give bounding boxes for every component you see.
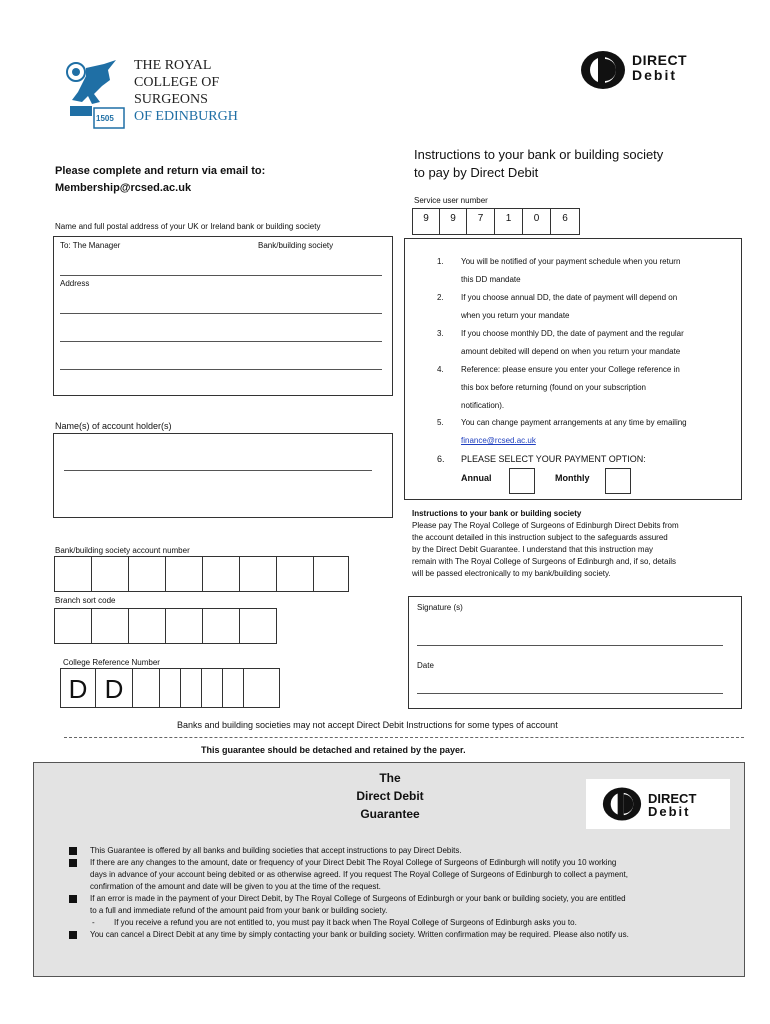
- sort-code-digit[interactable]: [202, 608, 240, 644]
- sort-code-digit[interactable]: [239, 608, 277, 644]
- note-5-number: 5.: [437, 418, 444, 427]
- unicorn-crest-icon: [64, 58, 126, 130]
- crest-year: 1505: [96, 114, 114, 123]
- bank-instruction-line3: by the Direct Debit Guarantee. I understand that this instruction may: [412, 545, 654, 554]
- service-digit: 6: [550, 208, 580, 235]
- account-number-digit[interactable]: [202, 556, 240, 592]
- detach-note: This guarantee should be detached and retained by the payer.: [201, 745, 466, 755]
- address-field-line1[interactable]: [60, 313, 382, 314]
- sort-code-digit[interactable]: [128, 608, 166, 644]
- guarantee-dash: -: [92, 918, 95, 927]
- date-label: Date: [417, 661, 434, 670]
- monthly-option-label: Monthly: [555, 473, 590, 483]
- service-digit: 9: [412, 208, 440, 235]
- sort-code-label: Branch sort code: [55, 596, 116, 605]
- college-ref-digit[interactable]: [159, 668, 181, 708]
- sort-code-digit[interactable]: [54, 608, 92, 644]
- account-number-digit[interactable]: [165, 556, 203, 592]
- direct-debit-icon: [580, 50, 626, 90]
- account-number-digit[interactable]: [54, 556, 92, 592]
- note-1-text: You will be notified of your payment schedule when you return: [461, 257, 681, 266]
- guarantee-point-2: If there are any changes to the amount, date or frequency of your Direct Debit The Royal College of Surgeons of Edinburgh will notify you 10 working: [90, 858, 617, 867]
- date-field[interactable]: [417, 693, 723, 694]
- guarantee-title-line1: The: [379, 771, 401, 785]
- service-digit: 1: [494, 208, 523, 235]
- college-ref-digit[interactable]: [222, 668, 244, 708]
- college-name-line2: COLLEGE OF: [134, 75, 220, 90]
- guarantee-point-3-cont: to a full and immediate refund of the amount paid from your bank or building society.: [90, 906, 388, 915]
- account-holder-label: Name(s) of account holder(s): [55, 421, 172, 431]
- college-name-line1: THE ROYAL: [134, 58, 212, 73]
- note-5-text: You can change payment arrangements at any time by emailing: [461, 418, 687, 427]
- guarantee-title-line2: Direct Debit: [356, 789, 424, 803]
- guarantee-dd-logo: [586, 779, 730, 829]
- finance-email-link[interactable]: finance@rcsed.ac.uk: [461, 436, 536, 445]
- note-3-text: If you choose monthly DD, the date of payment and the regular: [461, 329, 684, 338]
- service-user-label: Service user number: [414, 196, 488, 205]
- bullet-icon: [69, 859, 77, 867]
- college-name-line4: OF EDINBURGH: [134, 109, 238, 124]
- guarantee-logo-direct: DIRECT: [648, 791, 697, 806]
- bank-society-label: Bank/building society: [258, 241, 334, 250]
- note-6-number: 6.: [437, 454, 445, 464]
- notes-box: [404, 238, 742, 500]
- college-ref-prefix: D: [60, 668, 96, 708]
- direct-debit-logo: [580, 50, 710, 90]
- address-field-line3[interactable]: [60, 369, 382, 370]
- account-number-label: Bank/building society account number: [55, 546, 190, 555]
- return-line1: Please complete and return via email to:: [55, 165, 266, 177]
- note-2-number: 2.: [437, 293, 444, 302]
- college-ref-label: College Reference Number: [63, 658, 160, 667]
- to-manager-label: To: The Manager: [60, 241, 121, 250]
- bullet-icon: [69, 847, 77, 855]
- monthly-checkbox[interactable]: [605, 468, 631, 494]
- return-email: Membership@rcsed.ac.uk: [55, 182, 192, 194]
- guarantee-box: [33, 762, 745, 977]
- annual-checkbox[interactable]: [509, 468, 535, 494]
- note-3-text-cont: amount debited will depend on when you return your mandate: [461, 347, 681, 356]
- guarantee-point-2-cont: days in advance of your account being debited or as otherwise agreed. If you request The Royal College of Surgeons of Edinburgh to collect a payment,: [90, 870, 628, 879]
- guarantee-logo-debit: Debit: [648, 804, 691, 819]
- college-ref-digit[interactable]: [132, 668, 160, 708]
- guarantee-point-4: You can cancel a Direct Debit at any time by simply contacting your bank or building society. Written confirmation may be required. Please also notify us.: [90, 930, 629, 939]
- college-logo: [64, 58, 254, 130]
- note-4-text-cont2: notification).: [461, 401, 505, 410]
- detach-line: [64, 737, 744, 738]
- bank-instruction-title: Instructions to your bank or building society: [412, 509, 582, 518]
- account-number-digit[interactable]: [313, 556, 349, 592]
- signature-box: [408, 596, 742, 709]
- address-label: Address: [60, 279, 90, 288]
- signature-field[interactable]: [417, 645, 723, 646]
- college-ref-digit[interactable]: [201, 668, 223, 708]
- guarantee-point-1: This Guarantee is offered by all banks and building societies that accept instructions to pay Direct Debits.: [90, 846, 462, 855]
- instructions-title-line2: to pay by Direct Debit: [414, 165, 539, 180]
- guarantee-point-2-cont2: confirmation of the amount and date will be given to you at the time of the request.: [90, 882, 381, 891]
- note-1-number: 1.: [437, 257, 444, 266]
- bank-instruction-line5: will be passed electronically to my bank/building society.: [412, 569, 611, 578]
- note-1-text-cont: this DD mandate: [461, 275, 521, 284]
- note-2-text: If you choose annual DD, the date of payment will depend on: [461, 293, 678, 302]
- note-4-text: Reference: please ensure you enter your College reference in: [461, 365, 680, 374]
- service-digit: 9: [439, 208, 467, 235]
- note-2-text-cont: when you return your mandate: [461, 311, 570, 320]
- bullet-icon: [69, 931, 77, 939]
- bank-instruction-line4: remain with The Royal College of Surgeons of Edinburgh and, if so, details: [412, 557, 677, 566]
- signature-label: Signature (s): [417, 603, 463, 612]
- instructions-title-line1: Instructions to your bank or building society: [414, 147, 664, 162]
- guarantee-point-3: If an error is made in the payment of your Direct Debit, by The Royal College of Surgeons of Edinburgh or your bank or building society, you are entitled: [90, 894, 626, 903]
- note-4-number: 4.: [437, 365, 444, 374]
- college-ref-prefix: D: [95, 668, 133, 708]
- note-3-number: 3.: [437, 329, 444, 338]
- account-holder-field[interactable]: [64, 470, 372, 471]
- bullet-icon: [69, 895, 77, 903]
- college-ref-digit[interactable]: [180, 668, 202, 708]
- guarantee-point-3-sub: If you receive a refund you are not entitled to, you must pay it back when The Royal College of Surgeons of Edinburgh asks you to.: [114, 918, 577, 927]
- sort-code-digit[interactable]: [91, 608, 129, 644]
- direct-debit-icon: [602, 786, 642, 822]
- banks-note: Banks and building societies may not accept Direct Debit Instructions for some types of account: [177, 720, 558, 730]
- college-name-line3: SURGEONS: [134, 92, 208, 107]
- bank-section-label: Name and full postal address of your UK or Ireland bank or building society: [55, 222, 321, 231]
- bank-address-box: [53, 236, 393, 396]
- note-4-text-cont: this box before returning (found on your subscription: [461, 383, 646, 392]
- college-ref-digit[interactable]: [243, 668, 280, 708]
- service-digit: 0: [522, 208, 551, 235]
- bank-instruction-line1: Please pay The Royal College of Surgeons of Edinburgh Direct Debits from: [412, 521, 679, 530]
- account-number-digit[interactable]: [91, 556, 129, 592]
- annual-option-label: Annual: [461, 473, 492, 483]
- guarantee-title-line3: Guarantee: [360, 807, 420, 821]
- account-number-digit[interactable]: [239, 556, 277, 592]
- address-field-line2[interactable]: [60, 341, 382, 342]
- note-6-text: PLEASE SELECT YOUR PAYMENT OPTION:: [461, 454, 646, 464]
- dd-logo-debit: Debit: [632, 67, 677, 83]
- bank-instruction-line2: the account detailed in this instruction subject to the safeguards assured: [412, 533, 668, 542]
- account-number-digit[interactable]: [276, 556, 314, 592]
- service-digit: 7: [466, 208, 495, 235]
- account-number-digit[interactable]: [128, 556, 166, 592]
- account-holder-box: [53, 433, 393, 518]
- sort-code-digit[interactable]: [165, 608, 203, 644]
- dd-logo-direct: DIRECT: [632, 52, 688, 68]
- bank-name-field[interactable]: [60, 275, 382, 276]
